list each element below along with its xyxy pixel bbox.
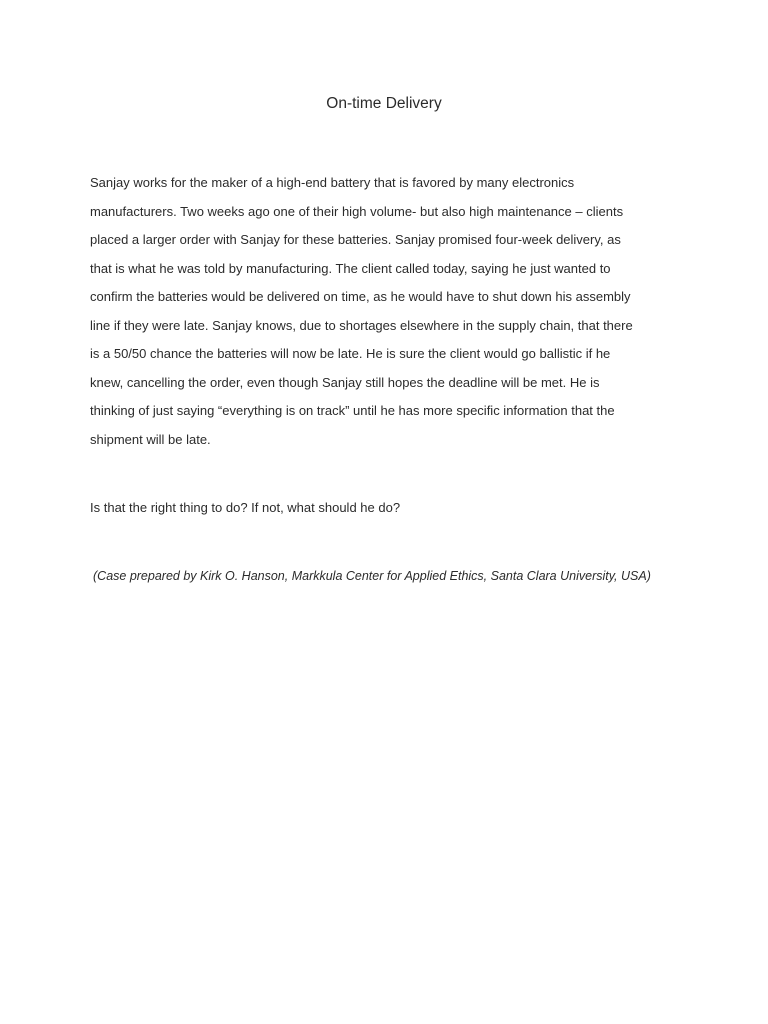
discussion-question: Is that the right thing to do? If not, what should he do?: [90, 500, 401, 515]
paragraph-line: that is what he was told by manufacturing. The client called today, saying he just wanted to: [90, 260, 611, 276]
paragraph-line: thinking of just saying “everything is on track” until he has more specific information that the: [90, 403, 615, 418]
paragraph-line: knew, cancelling the order, even though Sanjay still hopes the deadline will be met. He is: [90, 374, 600, 390]
case-paragraph: [90, 169, 690, 454]
case-credit: (Case prepared by Kirk O. Hanson, Markkula Center for Applied Ethics, Santa Clara University, USA): [93, 569, 651, 583]
paragraph-line: Sanjay works for the maker of a high-end battery that is favored by many electronics: [90, 175, 575, 190]
paragraph-line: line if they were late. Sanjay knows, due to shortages elsewhere in the supply chain, that there: [90, 317, 633, 333]
paragraph-line: manufacturers. Two weeks ago one of their high volume- but also high maintenance – clients: [90, 203, 624, 219]
paragraph-line: shipment will be late.: [90, 431, 211, 447]
document-title: On-time Delivery: [326, 95, 442, 112]
paragraph-line: confirm the batteries would be delivered on time, as he would have to shut down his assembly: [90, 289, 631, 304]
paragraph-line: is a 50/50 chance the batteries will now be late. He is sure the client would go ballistic if he: [90, 346, 611, 361]
paragraph-line: placed a larger order with Sanjay for these batteries. Sanjay promised four-week delivery, as: [90, 232, 621, 247]
